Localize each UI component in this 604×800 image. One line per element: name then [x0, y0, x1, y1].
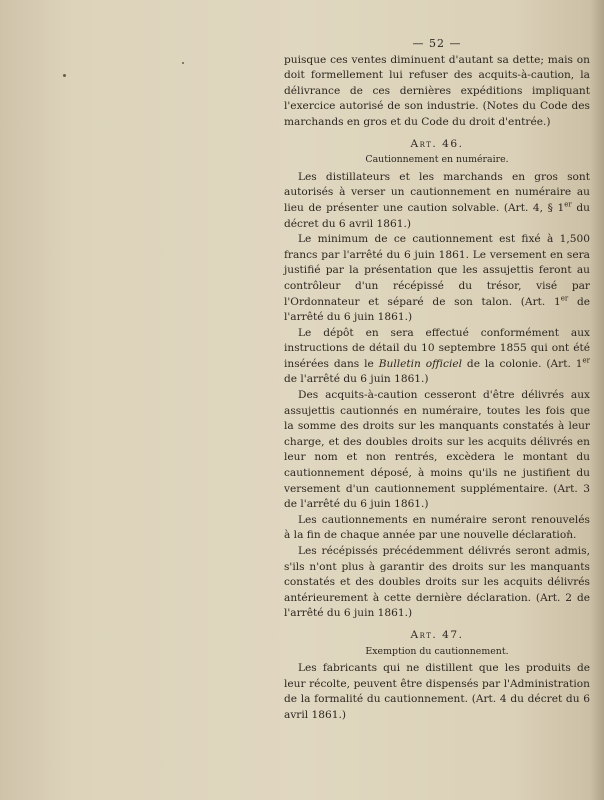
page-number: — 52 — [412, 37, 462, 50]
article-46-paragraph-2: Le minimum de ce cautionnement est fixé à 1,500 francs par l'arrêté du 6 juin 1861. Le versement en sera justifié par la présentation que les assujettis feront au contrôleur d'un récépissé du trésor, visé par l'Ordonnateur et séparé de son talon. (Art. 1er de l'arrêté du 6 juin 1861.) [284, 233, 591, 324]
page-edge-shadow [590, 0, 604, 800]
article-47-paragraph-1: Les fabricants qui ne distillent que les produits de leur récolte, peuvent être dispensés par l'Administration de la formalité du cautionnement. (Art. 4 du décret du 6 avril 1861.) [284, 662, 590, 721]
article-46-paragraph-3: Le dépôt en sera effectué conformément aux instructions de détail du 10 septembre 1855 qui ont été insérées dans le Bulletin officiel de la colonie. (Art. 1er de l'arrêté du 6 juin 1861.) [284, 326, 590, 386]
paper-speck [63, 74, 66, 77]
article-46-paragraph-6: Les récépissés précédemment délivrés seront admis, s'ils n'ont plus à garantir des droits sur les manquants constatés et des doubles droits sur les acquits délivrés antérieurement à cette dernière déclaration. (Art. 2 de l'arrêté du 6 juin 1861.) [284, 545, 590, 620]
paper-speck [182, 62, 184, 64]
intro-paragraph: puisque ces ventes diminuent d'autant sa dette; mais on doit formellement lui refuser des acquits-à-caution, la délivrance de ces dernières expéditions impliquant l'exercice autorisé de son industrie. (Notes du Code des marchands en gros et du Code du droit d'entrée.) [284, 53, 590, 128]
article-47-title: Art. 47. [410, 628, 464, 641]
article-46-paragraph-5: Les cautionnements en numéraire seront renouvelés à la fin de chaque année par une nouvelle déclaration. [284, 513, 590, 542]
article-46-paragraph-4: Des acquits-à-caution cesseront d'être délivrés aux assujettis cautionnés en numéraire, toutes les fois que la somme des droits sur les manquants constatés à leur charge, et des doubles droits sur les acquits délivrés en leur nom et non rentrés, excèdera le montant du cautionnement déposé, à moins qu'ils ne justifient du versement d'un cautionnement supplémentaire. (Art. 3 de l'arrêté du 6 juin 1861.) [284, 389, 590, 511]
article-46-title: Art. 46. [410, 137, 464, 150]
article-46-paragraph-1: Les distillateurs et les marchands en gros sont autorisés à verser un cautionnement en numéraire au lieu de présenter une caution solvable. (Art. 4, § 1er du décret du 6 avril 1861.) [284, 170, 590, 230]
article-47-subtitle: Exemption du cautionnement. [365, 645, 509, 657]
article-46-subtitle: Cautionnement en numéraire. [365, 154, 509, 166]
page-text [284, 36, 590, 724]
